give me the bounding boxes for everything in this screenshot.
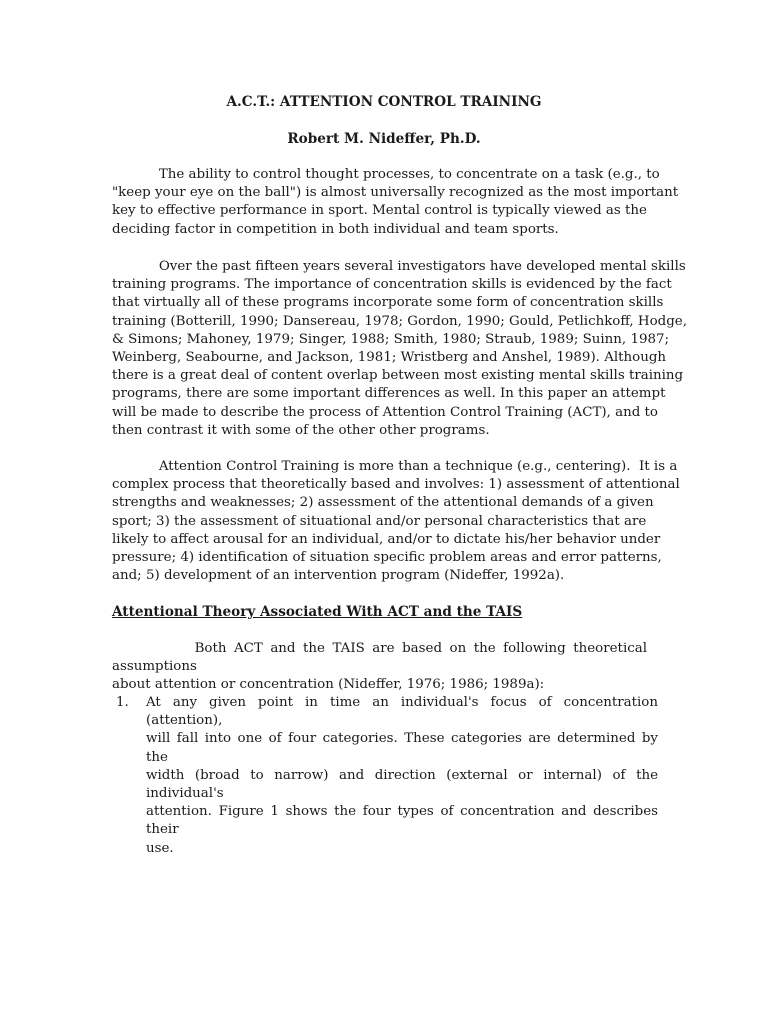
- paragraph-line: complex process that theoretically based and involves: 1) assessment of attentional: [112, 477, 680, 493]
- list-item-number: 1.: [116, 695, 129, 710]
- paragraph-line: The ability to control thought processes, to concentrate on a task (e.g., to: [112, 167, 660, 182]
- list-item-text: [146, 694, 658, 858]
- paragraph-line: key to effective performance in sport. Mental control is typically viewed as the: [112, 203, 647, 219]
- paragraph-line: will be made to describe the process of Attention Control Training (ACT), and to: [112, 404, 658, 420]
- paragraph-line: deciding factor in competition in both individual and team sports.: [112, 221, 559, 237]
- paragraph-line: "keep your eye on the ball") is almost universally recognized as the most important: [112, 185, 679, 201]
- paragraph-programs: [112, 258, 687, 440]
- paragraph-line: there is a great deal of content overlap between most existing mental skills training: [112, 368, 684, 384]
- paragraph-line: training programs. The importance of concentration skills is evidenced by the fact: [112, 277, 672, 293]
- paragraph-line: Attention Control Training is more than a technique (e.g., centering). It is a: [112, 459, 678, 474]
- document-title: A.C.T.: ATTENTION CONTROL TRAINING: [226, 94, 542, 110]
- list-item-line: width (broad to narrow) and direction (external or internal) of the individual's: [146, 767, 658, 802]
- paragraph-line: sport; 3) the assessment of situational and/or personal characteristics that are: [112, 513, 647, 529]
- paragraph-line: training (Botterill, 1990; Dansereau, 1978; Gordon, 1990; Gould, Petlichkoff, Hodge,: [112, 313, 687, 329]
- paragraph-line: pressure; 4) identification of situation specific problem areas and error patterns,: [112, 550, 662, 566]
- list-item-line: use.: [146, 840, 174, 856]
- paragraph-line: that virtually all of these programs incorporate some form of concentration skills: [112, 295, 664, 311]
- paragraph-line: likely to affect arousal for an individual, and/or to dictate his/her behavior under: [112, 531, 661, 547]
- paragraph-line: programs, there are some important differences as well. In this paper an attempt: [112, 386, 666, 402]
- list-item-line: attention. Figure 1 shows the four types of concentration and describes their: [146, 804, 658, 838]
- paragraph-line: and; 5) development of an intervention program (Nideffer, 1992a).: [112, 568, 565, 584]
- paragraph-line: then contrast it with some of the other other programs.: [112, 422, 490, 438]
- paragraph-intro: [112, 166, 679, 239]
- paragraph-line: & Simons; Mahoney, 1979; Singer, 1988; Smith, 1980; Straub, 1989; Suinn, 1987;: [112, 331, 670, 347]
- list-item-line: will fall into one of four categories. These categories are determined by the: [146, 731, 658, 765]
- paragraph-line: Weinberg, Seabourne, and Jackson, 1981; Wristberg and Anshel, 1989). Although: [112, 350, 667, 366]
- paragraph-line: about attention or concentration (Nideffer, 1976; 1986; 1989a):: [112, 677, 545, 693]
- paragraph-line: Over the past fifteen years several investigators have developed mental skills: [112, 259, 686, 274]
- list-item-line: At any given point in time an individual's focus of concentration (attention),: [146, 695, 658, 729]
- document-author: Robert M. Nideffer, Ph.D.: [287, 131, 481, 147]
- section-heading: Attentional Theory Associated With ACT and the TAIS: [112, 604, 523, 620]
- paragraph-line: strengths and weaknesses; 2) assessment of the attentional demands of a given: [112, 495, 654, 511]
- paragraph-assumptions: [112, 640, 652, 695]
- paragraph-line: Both ACT and the TAIS are based on the following theoretical assumptions: [112, 641, 652, 675]
- paragraph-act-process: [112, 458, 680, 585]
